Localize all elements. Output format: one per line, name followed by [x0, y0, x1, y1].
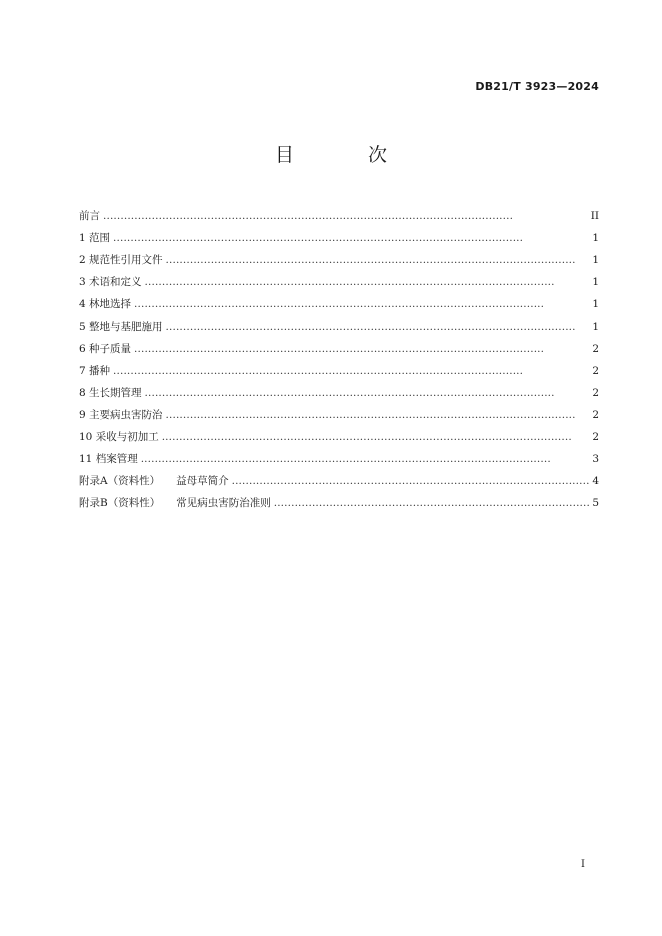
dot-leader — [232, 474, 590, 488]
toc-entry-label: 5 整地与基肥施用 — [79, 320, 163, 333]
toc-entry-label: 前言 — [79, 210, 100, 223]
toc-entry-site-selection[interactable] — [79, 289, 599, 311]
toc-entry-page: 1 — [592, 232, 599, 245]
document-code: DB21/T 3923—2024 — [475, 80, 599, 93]
toc-entry-label: 2 规范性引用文件 — [79, 254, 163, 267]
dot-leader — [166, 253, 590, 267]
page-number: I — [581, 859, 585, 870]
dot-leader — [134, 297, 589, 311]
table-of-contents — [79, 201, 599, 510]
toc-entry-land-preparation[interactable] — [79, 311, 599, 333]
toc-entry-page: 2 — [592, 342, 599, 355]
toc-entry-records[interactable] — [79, 444, 599, 466]
toc-entry-page: 4 — [592, 475, 599, 488]
dot-leader — [145, 275, 590, 289]
appendix-title: 益母草简介 — [176, 475, 229, 488]
toc-entry-page: II — [590, 210, 599, 223]
dot-leader — [274, 496, 590, 510]
dot-leader — [113, 364, 589, 378]
dot-leader — [145, 386, 590, 400]
toc-entry-label: 8 生长期管理 — [79, 386, 142, 399]
dot-leader — [141, 452, 590, 466]
toc-entry-scope[interactable] — [79, 223, 599, 245]
toc-entry-page: 2 — [592, 408, 599, 421]
toc-entry-page: 1 — [592, 320, 599, 333]
appendix-title: 常见病虫害防治准则 — [176, 497, 271, 510]
toc-entry-label — [79, 474, 229, 488]
dot-leader — [113, 231, 589, 245]
toc-entry-page: 5 — [592, 497, 599, 510]
toc-entry-appendix-b[interactable] — [79, 488, 599, 510]
toc-entry-harvest-processing[interactable] — [79, 422, 599, 444]
toc-entry-pest-control[interactable] — [79, 400, 599, 422]
toc-entry-page: 1 — [592, 254, 599, 267]
dot-leader — [166, 320, 590, 334]
toc-entry-page: 2 — [592, 431, 599, 444]
toc-entry-label: 9 主要病虫害防治 — [79, 408, 163, 421]
toc-entry-label: 10 采收与初加工 — [79, 431, 159, 444]
dot-leader — [134, 342, 589, 356]
toc-entry-label: 7 播种 — [79, 364, 111, 377]
toc-entry-label: 4 林地选择 — [79, 298, 132, 311]
toc-entry-growth-management[interactable] — [79, 378, 599, 400]
toc-entry-label: 11 档案管理 — [79, 453, 138, 466]
toc-entry-page: 3 — [592, 453, 599, 466]
toc-entry-page: 1 — [592, 276, 599, 289]
appendix-label: 附录A（资料性） — [79, 475, 161, 488]
appendix-label: 附录B（资料性） — [79, 497, 161, 510]
toc-entry-page: 2 — [592, 364, 599, 377]
toc-entry-label: 3 术语和定义 — [79, 276, 142, 289]
dot-leader — [166, 408, 590, 422]
toc-entry-appendix-a[interactable] — [79, 466, 599, 488]
toc-entry-foreword[interactable] — [79, 201, 599, 223]
toc-entry-seed-quality[interactable] — [79, 334, 599, 356]
dot-leader — [103, 209, 588, 223]
toc-entry-page: 1 — [592, 298, 599, 311]
page-title: 目 次 — [274, 144, 422, 166]
toc-entry-label — [79, 496, 271, 510]
toc-entry-terms-definitions[interactable] — [79, 267, 599, 289]
toc-entry-sowing[interactable] — [79, 356, 599, 378]
toc-entry-normative-references[interactable] — [79, 245, 599, 267]
toc-entry-page: 2 — [592, 386, 599, 399]
toc-entry-label: 1 范围 — [79, 232, 111, 245]
dot-leader — [162, 430, 590, 444]
toc-entry-label: 6 种子质量 — [79, 342, 132, 355]
